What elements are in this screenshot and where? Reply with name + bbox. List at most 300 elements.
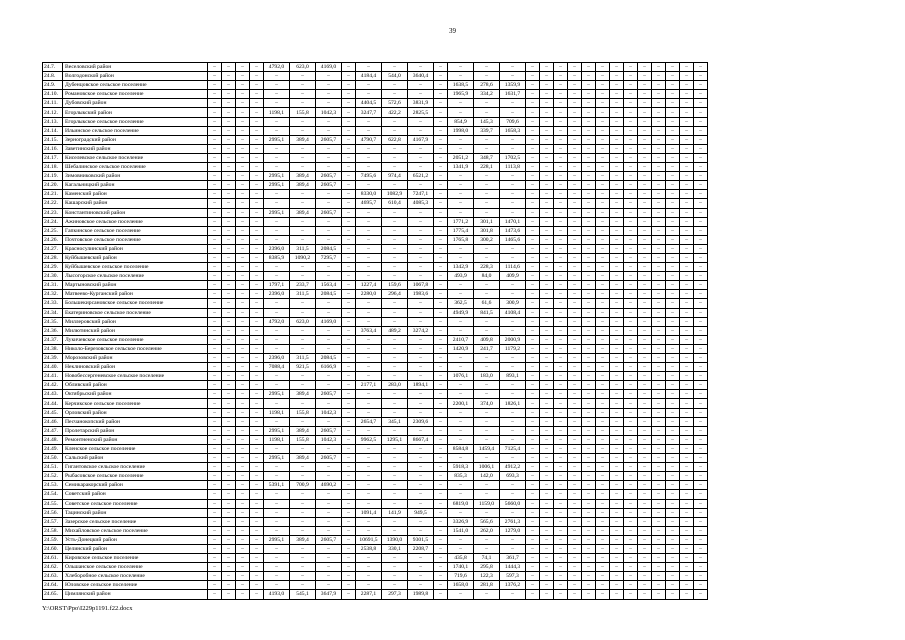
- row-name: Орловский район: [63, 408, 208, 417]
- row-code: 24.49.: [43, 444, 63, 453]
- row-value-cell: –: [638, 144, 652, 153]
- row-code: 24.35.: [43, 317, 63, 326]
- row-value-cell: –: [290, 99, 316, 108]
- row-value-cell: –: [264, 326, 290, 335]
- row-value-cell: –: [624, 190, 638, 199]
- row-value-cell: –: [222, 335, 236, 344]
- row-value-cell: –: [680, 435, 694, 444]
- row-value-cell: –: [208, 372, 222, 381]
- row-value-cell: –: [582, 499, 596, 508]
- table-row: [43, 399, 708, 408]
- row-value-cell: –: [382, 426, 408, 435]
- row-value-cell: –: [316, 308, 342, 317]
- row-value-cell: –: [526, 526, 540, 535]
- row-value-cell: –: [526, 463, 540, 472]
- row-value-cell: 3763,4: [356, 326, 382, 335]
- row-value-cell: –: [554, 481, 568, 490]
- row-value-cell: –: [624, 326, 638, 335]
- table-row: [43, 363, 708, 372]
- table-row: [43, 435, 708, 444]
- row-value-cell: –: [526, 235, 540, 244]
- row-value-cell: –: [500, 135, 526, 144]
- row-value-cell: –: [554, 308, 568, 317]
- row-value-cell: –: [222, 535, 236, 544]
- row-value-cell: –: [434, 417, 448, 426]
- row-value-cell: –: [624, 63, 638, 72]
- row-value-cell: –: [434, 299, 448, 308]
- row-value-cell: –: [264, 163, 290, 172]
- row-code: 24.28.: [43, 253, 63, 262]
- row-value-cell: –: [434, 281, 448, 290]
- row-value-cell: –: [208, 244, 222, 253]
- row-value-cell: –: [694, 126, 708, 135]
- row-value-cell: 228,1: [474, 163, 500, 172]
- row-value-cell: –: [526, 408, 540, 417]
- row-value-cell: –: [526, 181, 540, 190]
- row-value-cell: –: [500, 99, 526, 108]
- row-value-cell: –: [568, 235, 582, 244]
- row-code: 24.14.: [43, 126, 63, 135]
- row-value-cell: –: [316, 272, 342, 281]
- row-value-cell: –: [568, 63, 582, 72]
- row-value-cell: –: [236, 463, 250, 472]
- row-value-cell: –: [250, 517, 264, 526]
- row-value-cell: –: [624, 263, 638, 272]
- row-value-cell: –: [694, 517, 708, 526]
- row-value-cell: –: [610, 317, 624, 326]
- row-value-cell: –: [694, 417, 708, 426]
- row-value-cell: 374,0: [474, 399, 500, 408]
- row-value-cell: –: [596, 90, 610, 99]
- row-value-cell: –: [408, 481, 434, 490]
- row-value-cell: –: [356, 490, 382, 499]
- row-value-cell: –: [652, 181, 666, 190]
- row-value-cell: –: [500, 317, 526, 326]
- row-value-cell: 435,8: [448, 554, 474, 563]
- row-value-cell: –: [680, 526, 694, 535]
- row-value-cell: –: [582, 481, 596, 490]
- row-value-cell: 9301,5: [408, 535, 434, 544]
- row-value-cell: –: [624, 153, 638, 162]
- row-value-cell: –: [568, 335, 582, 344]
- row-value-cell: –: [540, 508, 554, 517]
- row-value-cell: –: [624, 117, 638, 126]
- row-value-cell: –: [448, 535, 474, 544]
- row-value-cell: –: [208, 199, 222, 208]
- row-value-cell: 4790,7: [356, 135, 382, 144]
- row-value-cell: –: [222, 72, 236, 81]
- row-value-cell: 949,5: [408, 508, 434, 517]
- row-value-cell: –: [408, 563, 434, 572]
- row-value-cell: –: [568, 290, 582, 299]
- row-value-cell: –: [500, 281, 526, 290]
- row-value-cell: –: [448, 63, 474, 72]
- row-value-cell: –: [356, 90, 382, 99]
- row-value-cell: –: [208, 235, 222, 244]
- row-value-cell: 3831,9: [408, 99, 434, 108]
- row-value-cell: –: [540, 581, 554, 590]
- row-value-cell: –: [568, 190, 582, 199]
- row-value-cell: –: [500, 172, 526, 181]
- row-value-cell: 141,9: [382, 508, 408, 517]
- row-name: Ажиновское сельское поселение: [63, 217, 208, 226]
- row-value-cell: –: [666, 426, 680, 435]
- row-value-cell: 183,0: [474, 372, 500, 381]
- row-value-cell: –: [610, 526, 624, 535]
- row-code: 24.48.: [43, 435, 63, 444]
- row-value-cell: –: [582, 581, 596, 590]
- table-row: [43, 108, 708, 117]
- row-code: 24.58.: [43, 526, 63, 535]
- row-value-cell: 1775,4: [448, 226, 474, 235]
- row-value-cell: –: [596, 454, 610, 463]
- row-value-cell: –: [500, 208, 526, 217]
- row-value-cell: –: [610, 454, 624, 463]
- row-value-cell: –: [568, 81, 582, 90]
- row-value-cell: –: [236, 417, 250, 426]
- row-value-cell: –: [638, 435, 652, 444]
- row-value-cell: –: [652, 590, 666, 599]
- row-value-cell: –: [540, 135, 554, 144]
- row-value-cell: –: [474, 454, 500, 463]
- row-value-cell: –: [342, 263, 356, 272]
- row-value-cell: –: [652, 108, 666, 117]
- row-value-cell: –: [222, 363, 236, 372]
- row-value-cell: –: [290, 199, 316, 208]
- row-value-cell: –: [554, 535, 568, 544]
- row-value-cell: –: [540, 444, 554, 453]
- row-value-cell: –: [540, 172, 554, 181]
- row-value-cell: –: [526, 544, 540, 553]
- row-value-cell: –: [434, 390, 448, 399]
- row-value-cell: –: [694, 344, 708, 353]
- row-value-cell: –: [610, 563, 624, 572]
- row-value-cell: –: [342, 426, 356, 435]
- row-value-cell: 283,0: [382, 381, 408, 390]
- table-row: [43, 344, 708, 353]
- row-value-cell: –: [694, 217, 708, 226]
- row-value-cell: –: [596, 181, 610, 190]
- row-value-cell: –: [236, 281, 250, 290]
- row-value-cell: –: [526, 90, 540, 99]
- row-value-cell: –: [554, 81, 568, 90]
- row-value-cell: 1376,2: [500, 581, 526, 590]
- row-value-cell: –: [540, 153, 554, 162]
- row-value-cell: –: [638, 72, 652, 81]
- row-value-cell: –: [250, 326, 264, 335]
- row-value-cell: –: [554, 526, 568, 535]
- row-value-cell: –: [554, 253, 568, 262]
- row-value-cell: –: [250, 235, 264, 244]
- row-value-cell: –: [540, 299, 554, 308]
- row-value-cell: –: [680, 344, 694, 353]
- row-value-cell: –: [264, 144, 290, 153]
- table-row: [43, 81, 708, 90]
- row-value-cell: 389,4: [290, 454, 316, 463]
- row-value-cell: –: [540, 253, 554, 262]
- row-value-cell: –: [540, 126, 554, 135]
- row-value-cell: –: [408, 226, 434, 235]
- row-value-cell: –: [694, 81, 708, 90]
- row-value-cell: –: [554, 190, 568, 199]
- row-value-cell: 2208,7: [408, 544, 434, 553]
- row-value-cell: –: [342, 535, 356, 544]
- row-value-cell: –: [582, 572, 596, 581]
- row-value-cell: –: [596, 317, 610, 326]
- row-value-cell: –: [680, 317, 694, 326]
- row-value-cell: –: [222, 572, 236, 581]
- row-value-cell: –: [694, 581, 708, 590]
- row-value-cell: –: [582, 217, 596, 226]
- row-value-cell: –: [208, 499, 222, 508]
- row-value-cell: –: [342, 81, 356, 90]
- row-value-cell: –: [638, 290, 652, 299]
- row-value-cell: –: [382, 226, 408, 235]
- row-value-cell: –: [624, 590, 638, 599]
- row-value-cell: –: [582, 554, 596, 563]
- row-value-cell: 1042,3: [316, 435, 342, 444]
- row-value-cell: –: [596, 417, 610, 426]
- row-value-cell: –: [624, 99, 638, 108]
- row-value-cell: –: [638, 281, 652, 290]
- row-value-cell: –: [250, 572, 264, 581]
- row-value-cell: –: [434, 272, 448, 281]
- row-value-cell: –: [448, 326, 474, 335]
- row-value-cell: –: [250, 417, 264, 426]
- row-value-cell: 1227,4: [356, 281, 382, 290]
- row-value-cell: –: [290, 526, 316, 535]
- table-row: [43, 581, 708, 590]
- row-value-cell: –: [500, 535, 526, 544]
- row-value-cell: –: [250, 199, 264, 208]
- row-value-cell: –: [250, 499, 264, 508]
- row-value-cell: –: [596, 72, 610, 81]
- row-value-cell: –: [694, 363, 708, 372]
- row-value-cell: –: [448, 72, 474, 81]
- row-value-cell: –: [540, 426, 554, 435]
- table-row: [43, 317, 708, 326]
- table-row: [43, 226, 708, 235]
- row-value-cell: –: [382, 63, 408, 72]
- row-value-cell: –: [540, 181, 554, 190]
- row-value-cell: –: [434, 226, 448, 235]
- row-value-cell: –: [680, 490, 694, 499]
- row-value-cell: –: [666, 199, 680, 208]
- row-value-cell: –: [582, 317, 596, 326]
- row-name: Николо-Березовское сельское поселение: [63, 344, 208, 353]
- row-value-cell: –: [540, 63, 554, 72]
- row-code: 24.19.: [43, 172, 63, 181]
- row-value-cell: –: [526, 272, 540, 281]
- row-name: Екатериновское сельское поселение: [63, 308, 208, 317]
- row-value-cell: –: [342, 590, 356, 599]
- row-value-cell: 4169,0: [316, 63, 342, 72]
- row-code: 24.32.: [43, 290, 63, 299]
- row-value-cell: –: [500, 426, 526, 435]
- row-value-cell: –: [596, 144, 610, 153]
- row-value-cell: –: [568, 526, 582, 535]
- row-value-cell: 233,7: [290, 281, 316, 290]
- row-value-cell: –: [652, 244, 666, 253]
- row-value-cell: 572,6: [382, 99, 408, 108]
- row-value-cell: –: [526, 454, 540, 463]
- row-value-cell: 4949,9: [448, 308, 474, 317]
- row-value-cell: –: [610, 463, 624, 472]
- row-value-cell: –: [652, 190, 666, 199]
- row-value-cell: –: [356, 454, 382, 463]
- row-value-cell: –: [554, 108, 568, 117]
- row-value-cell: –: [666, 526, 680, 535]
- row-code: 24.11.: [43, 99, 63, 108]
- row-value-cell: –: [474, 135, 500, 144]
- row-value-cell: –: [652, 563, 666, 572]
- row-value-cell: –: [356, 244, 382, 253]
- row-value-cell: –: [652, 172, 666, 181]
- row-value-cell: –: [694, 572, 708, 581]
- row-value-cell: 2605,7: [316, 426, 342, 435]
- row-code: 24.62.: [43, 563, 63, 572]
- row-value-cell: –: [342, 199, 356, 208]
- row-value-cell: 155,8: [290, 108, 316, 117]
- row-value-cell: –: [680, 381, 694, 390]
- row-value-cell: –: [236, 581, 250, 590]
- row-value-cell: –: [434, 81, 448, 90]
- row-value-cell: –: [382, 126, 408, 135]
- row-value-cell: –: [290, 299, 316, 308]
- row-value-cell: –: [540, 535, 554, 544]
- row-value-cell: –: [596, 81, 610, 90]
- row-value-cell: –: [208, 290, 222, 299]
- row-value-cell: –: [596, 244, 610, 253]
- row-value-cell: 300,2: [474, 235, 500, 244]
- row-value-cell: –: [582, 72, 596, 81]
- row-value-cell: –: [316, 581, 342, 590]
- row-value-cell: –: [596, 499, 610, 508]
- row-value-cell: –: [652, 290, 666, 299]
- row-value-cell: –: [610, 363, 624, 372]
- row-name: Миллеровский район: [63, 317, 208, 326]
- row-value-cell: –: [666, 290, 680, 299]
- row-value-cell: –: [652, 308, 666, 317]
- row-value-cell: 545,1: [290, 590, 316, 599]
- row-value-cell: –: [500, 390, 526, 399]
- row-value-cell: –: [356, 253, 382, 262]
- row-value-cell: –: [554, 444, 568, 453]
- row-value-cell: –: [554, 435, 568, 444]
- footer-file-path: Y:\ORST\Ppo\I229p1191.f22.docx: [42, 605, 133, 612]
- row-value-cell: –: [264, 308, 290, 317]
- row-value-cell: 1965,9: [448, 90, 474, 99]
- row-value-cell: 2000,9: [500, 335, 526, 344]
- row-value-cell: –: [624, 544, 638, 553]
- row-value-cell: –: [666, 408, 680, 417]
- row-value-cell: 1444,3: [500, 563, 526, 572]
- row-value-cell: 1740,1: [448, 563, 474, 572]
- row-value-cell: –: [694, 563, 708, 572]
- row-value-cell: –: [408, 317, 434, 326]
- row-value-cell: –: [554, 508, 568, 517]
- row-value-cell: –: [652, 454, 666, 463]
- row-value-cell: –: [264, 235, 290, 244]
- table-row: [43, 354, 708, 363]
- row-value-cell: –: [554, 144, 568, 153]
- table-row: [43, 544, 708, 553]
- row-value-cell: –: [568, 108, 582, 117]
- row-value-cell: –: [610, 554, 624, 563]
- row-value-cell: –: [250, 317, 264, 326]
- row-value-cell: 7247,1: [408, 190, 434, 199]
- row-code: 24.46.: [43, 417, 63, 426]
- row-value-cell: –: [638, 563, 652, 572]
- row-value-cell: 422,2: [382, 108, 408, 117]
- row-value-cell: –: [680, 335, 694, 344]
- row-value-cell: 295,8: [474, 563, 500, 572]
- row-value-cell: –: [250, 481, 264, 490]
- row-value-cell: 3247,7: [356, 108, 382, 117]
- row-value-cell: –: [652, 544, 666, 553]
- row-value-cell: –: [236, 226, 250, 235]
- row-value-cell: –: [540, 399, 554, 408]
- row-value-cell: 4792,0: [264, 317, 290, 326]
- row-value-cell: –: [222, 481, 236, 490]
- row-name: Семикаракорский район: [63, 481, 208, 490]
- row-value-cell: –: [356, 554, 382, 563]
- row-value-cell: –: [342, 217, 356, 226]
- row-value-cell: 389,4: [290, 535, 316, 544]
- row-name: Хлеборобное сельское поселение: [63, 572, 208, 581]
- row-value-cell: –: [208, 363, 222, 372]
- row-value-cell: –: [624, 472, 638, 481]
- row-value-cell: –: [500, 544, 526, 553]
- table-row: [43, 253, 708, 262]
- row-value-cell: –: [434, 544, 448, 553]
- row-value-cell: –: [638, 499, 652, 508]
- row-value-cell: –: [290, 81, 316, 90]
- row-value-cell: –: [666, 490, 680, 499]
- row-value-cell: –: [356, 481, 382, 490]
- row-value-cell: –: [526, 244, 540, 253]
- row-value-cell: –: [582, 472, 596, 481]
- row-value-cell: –: [554, 499, 568, 508]
- row-value-cell: –: [290, 263, 316, 272]
- row-value-cell: –: [666, 244, 680, 253]
- row-value-cell: –: [638, 526, 652, 535]
- row-value-cell: –: [596, 344, 610, 353]
- row-value-cell: –: [236, 472, 250, 481]
- row-value-cell: –: [526, 172, 540, 181]
- row-value-cell: –: [540, 481, 554, 490]
- row-value-cell: –: [666, 499, 680, 508]
- row-value-cell: –: [582, 399, 596, 408]
- row-value-cell: –: [540, 317, 554, 326]
- row-value-cell: –: [316, 163, 342, 172]
- row-value-cell: –: [610, 381, 624, 390]
- row-value-cell: –: [342, 472, 356, 481]
- row-name: Тацинский район: [63, 508, 208, 517]
- row-value-cell: 2761,3: [500, 517, 526, 526]
- row-value-cell: –: [526, 108, 540, 117]
- row-value-cell: –: [342, 408, 356, 417]
- row-value-cell: –: [596, 399, 610, 408]
- row-value-cell: –: [610, 308, 624, 317]
- row-value-cell: –: [610, 335, 624, 344]
- row-value-cell: –: [638, 535, 652, 544]
- row-value-cell: –: [624, 363, 638, 372]
- row-value-cell: 2605,7: [316, 454, 342, 463]
- row-value-cell: –: [236, 563, 250, 572]
- row-value-cell: –: [582, 526, 596, 535]
- table-row: [43, 153, 708, 162]
